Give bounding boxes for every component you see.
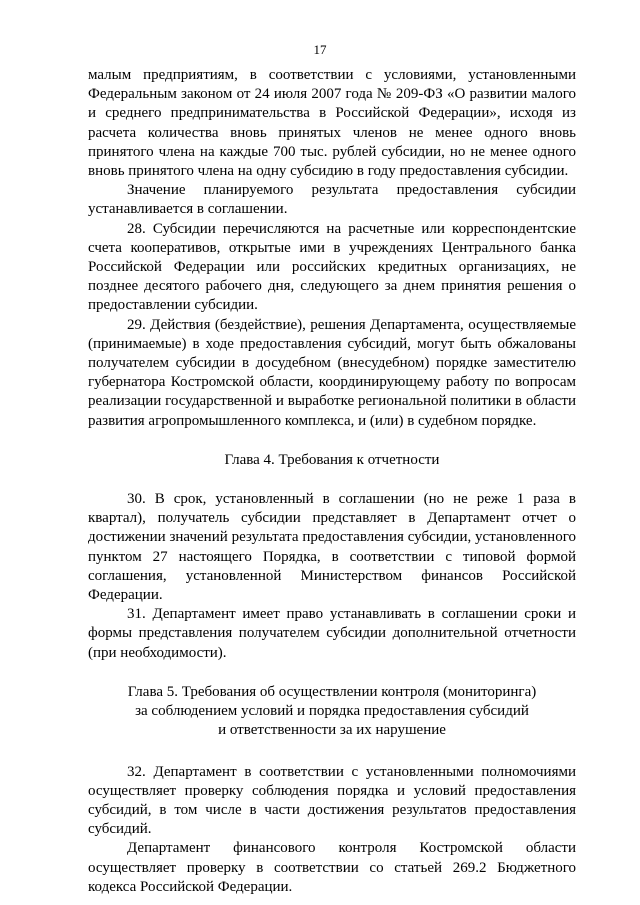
chapter-5-title-line-2: за соблюдением условий и порядка предоставления субсидий [135, 703, 529, 720]
page-number: 17 [313, 42, 327, 57]
chapter-5-title-line-1: Глава 5. Требования об осуществлении контроля (мониторинга) [127, 683, 537, 700]
paragraph-32: 32. Департамент в соответствии с установленными полномочиями осуществляет проверку соблюдения порядка и условий предоставления субсидий, в том числе в части достижения результатов предоставления субсидий. [88, 763, 576, 838]
paragraph-financial-control: Департамент финансового контроля Костромской области осуществляет проверку в соответствии со статьей 269.2 Бюджетного кодекса Российской Федерации. [88, 840, 576, 895]
paragraph-31: 31. Департамент имеет право устанавливать в соглашении сроки и формы представления получателем субсидии дополнительной отчетности (при необходимости). [88, 606, 576, 661]
chapter-4-title: Глава 4. Требования к отчетности [224, 451, 440, 468]
paragraph-30: 30. В срок, установленный в соглашении (но не реже 1 раза в квартал), получатель субсидии представляет в Департамент отчет о достижении значений результата предоставления субсидии, установленного пунктом 27 настоящего Порядка, в соответствии с типовой формой соглашения, установленной Министерством финансов Российской Федерации. [88, 491, 576, 604]
paragraph-29: 29. Действия (бездействие), решения Департамента, осуществляемые (принимаемые) в ходе предоставления субсидий, могут быть обжалованы получателем субсидии в досудебном (внесудебном) порядке заместителю губернатора Костромской области, координирующему работу по вопросам реализации государственной и выработке региональной политики в области развития агропромышленного комплекса, и (или) в судебном порядке. [88, 316, 576, 429]
chapter-5-title-line-3: и ответственности за их нарушение [218, 722, 446, 739]
paragraph-result-value: Значение планируемого результата предоставления субсидии устанавливается в соглашении. [88, 182, 576, 218]
chapter-5-title [88, 683, 576, 741]
paragraph-continuation: малым предприятиям, в соответствии с условиями, установленными Федеральным законом от 24 июля 2007 года № 209-ФЗ «О развитии малого и среднего предпринимательства в Российской Федерации», исходя из расчета количества вновь принятых членов не менее одного вновь принятого члена на каждые 700 тыс. рублей субсидии, но не менее одного вновь принятого члена на одну субсидию в году предоставления субсидии. [88, 67, 576, 180]
document-body [88, 66, 576, 897]
paragraph-28: 28. Субсидии перечисляются на расчетные или корреспондентские счета кооперативов, открытые ими в учреждениях Центрального банка Российской Федерации или российских кредитных организациях, не позднее десятого рабочего дня, следующего за днем принятия решения о предоставлении субсидии. [88, 220, 576, 314]
